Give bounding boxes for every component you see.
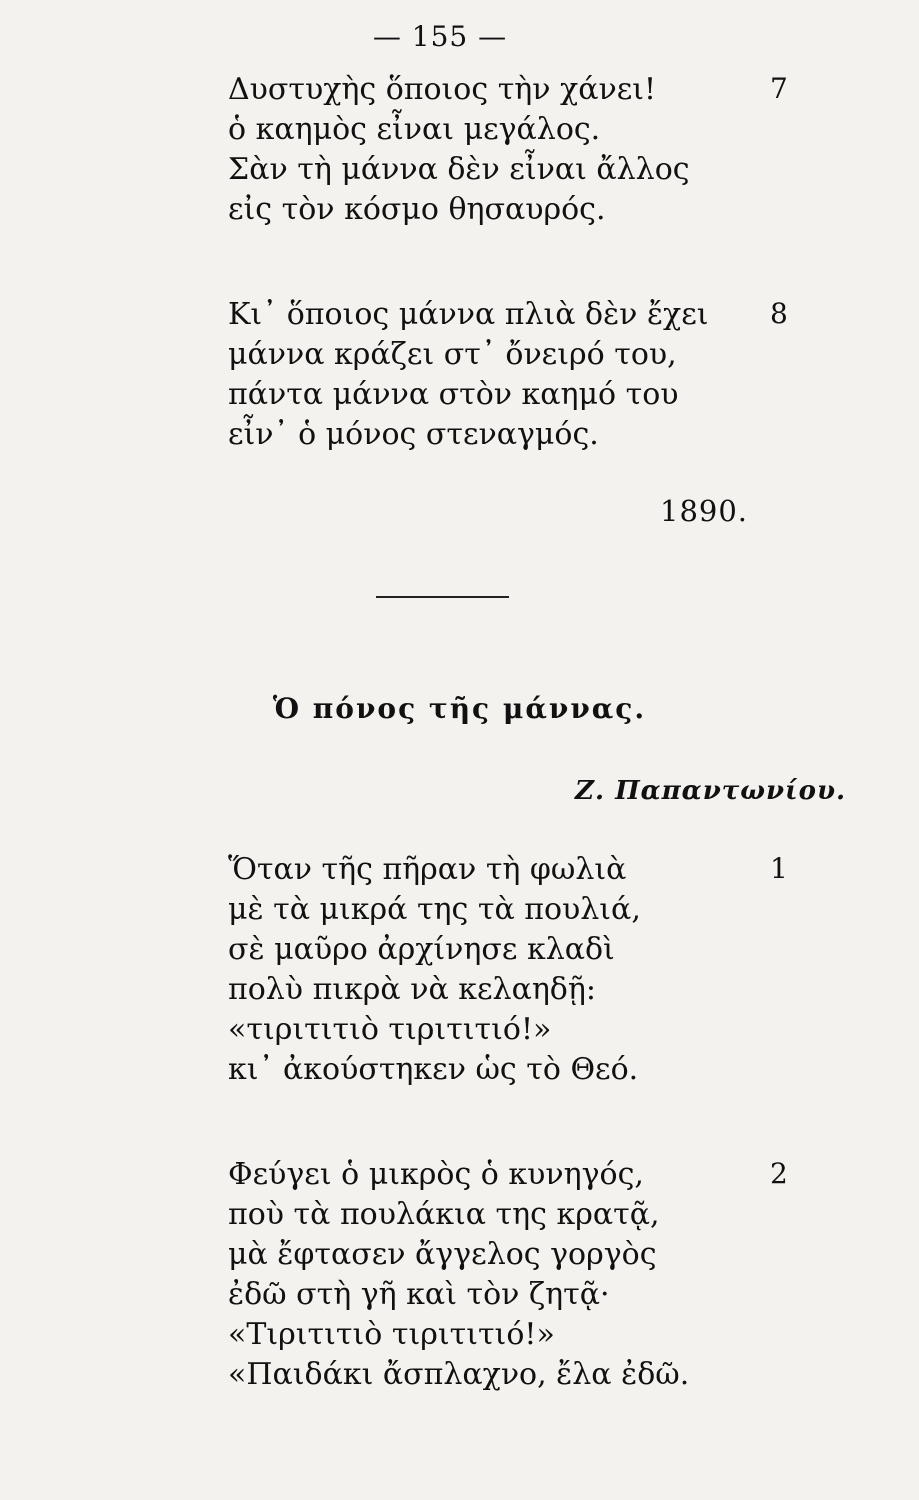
verse-line: εἰς τὸν κόσμο θησαυρός. (228, 192, 606, 227)
poem-author: Ζ. Παπαντωνίου. (575, 776, 847, 806)
verse-line: «τιριτιτιὸ τιριτιτιό!» (228, 1012, 552, 1047)
verse-line: Δυστυχὴς ὅποιος τὴν χάνει! (228, 72, 657, 107)
verse-line: μὰ ἔφτασεν ἄγγελος γοργὸς (228, 1237, 657, 1272)
verse-line: Σὰν τὴ μάννα δὲν εἶναι ἄλλος (228, 152, 690, 187)
page-number: — 155 — (372, 20, 508, 53)
verse-line: κι᾽ ἀκούστηκεν ὡς τὸ Θεό. (228, 1052, 639, 1087)
verse-line: Ὅταν τῆς πῆραν τὴ φωλιὰ (228, 852, 627, 887)
stanza-7 (228, 70, 828, 230)
poem-stanza-2 (228, 1155, 828, 1395)
poem-stanza-1 (228, 850, 828, 1090)
stanza-8 (228, 295, 828, 455)
section-divider (376, 596, 509, 598)
stanza-number: 8 (770, 297, 788, 330)
verse-line: πολὺ πικρὰ νὰ κελαηδῇ: (228, 972, 596, 1007)
stanza-number: 7 (770, 72, 788, 105)
verse-line: σὲ μαῦρο ἀρχίνησε κλαδὶ (228, 932, 615, 967)
verse-line: ὁ καημὸς εἶναι μεγάλος. (228, 112, 601, 147)
verse-line: μάννα κράζει στ᾽ ὄνειρό του, (228, 337, 677, 372)
verse-line: εἶν᾽ ὁ μόνος στεναγμός. (228, 417, 599, 452)
verse-line: «Τιριτιτιὸ τιριτιτιό!» (228, 1317, 555, 1352)
verse-line: μὲ τὰ μικρά της τὰ πουλιά, (228, 892, 641, 927)
verse-line: Φεύγει ὁ μικρὸς ὁ κυνηγός, (228, 1157, 644, 1192)
verse-line: Κι᾽ ὅποιος μάννα πλιὰ δὲν ἔχει (228, 297, 709, 332)
verse-line: «Παιδάκι ἄσπλαχνο, ἔλα ἐδῶ. (228, 1357, 690, 1392)
stanza-number: 2 (770, 1157, 788, 1190)
stanza-number: 1 (770, 852, 788, 885)
verse-line: ἐδῶ στὴ γῆ καὶ τὸν ζητᾷ· (228, 1277, 610, 1312)
verse-line: ποὺ τὰ πουλάκια της κρατᾷ, (228, 1197, 660, 1232)
poem-date: 1890. (660, 494, 749, 528)
verse-line: πάντα μάννα στὸν καημό του (228, 377, 679, 412)
poem-title: Ὁ πόνος τῆς μάννας. (272, 692, 647, 725)
